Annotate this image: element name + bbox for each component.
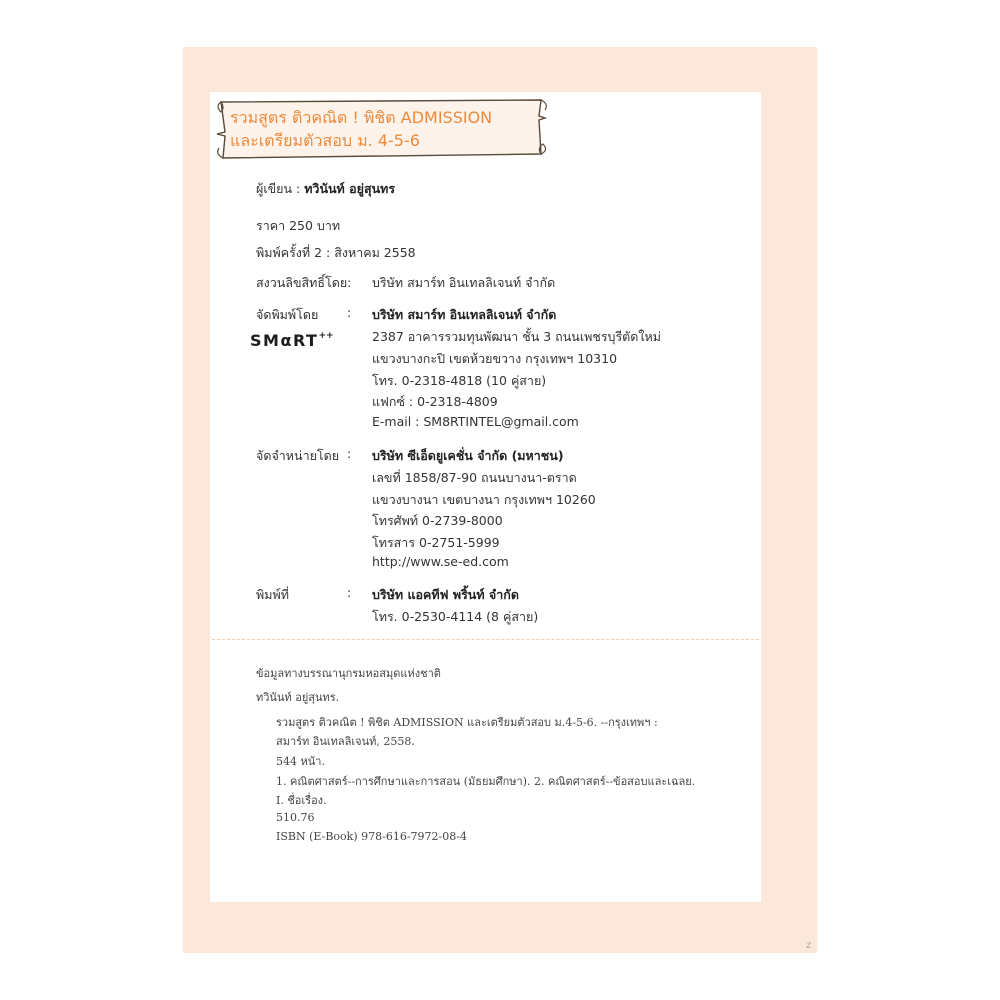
printer-label: พิมพ์ที่ — [256, 587, 289, 602]
cip-line-6: 510.76 — [276, 811, 315, 824]
publisher-address-1: 2387 อาคารรวมทุนพัฒนา ชั้น 3 ถนนเพชรบุรีตัดใหม่ — [372, 329, 661, 344]
distributor-address-1: เลขที่ 1858/87-90 ถนนบางนา-ตราด — [372, 470, 577, 485]
distributor-name: บริษัท ซีเอ็ดยูเคชั่น จำกัด (มหาชน) — [372, 448, 564, 463]
publisher-fax: แฟกซ์ : 0-2318-4809 — [372, 394, 498, 409]
smart-logo-text: SMαRT — [250, 331, 319, 350]
publisher-name: บริษัท สมาร์ท อินเทลลิเจนท์ จำกัด — [372, 307, 557, 322]
price: ราคา 250 บาท — [256, 218, 341, 233]
copyright-label: สงวนลิขสิทธิ์โดย: — [256, 275, 352, 290]
printer-name: บริษัท แอคทีฟ พริ้นท์ จำกัด — [372, 587, 519, 602]
distributor-website: http://www.se-ed.com — [372, 554, 509, 569]
distributor-fax: โทรสาร 0-2751-5999 — [372, 535, 500, 550]
smart-logo-sup: ++ — [318, 330, 334, 341]
cip-line-3: 544 หน้า. — [276, 755, 325, 768]
printer-phone: โทร. 0-2530-4114 (8 คู่สาย) — [372, 609, 539, 624]
cip-author: ทวินันท์ อยู่สุนทร. — [256, 691, 340, 704]
cip-line-5: I. ชื่อเรื่อง. — [276, 794, 327, 807]
publisher-colon: : — [347, 305, 352, 320]
distributor-phone: โทรศัพท์ 0-2739-8000 — [372, 513, 503, 528]
distributor-colon: : — [347, 446, 352, 461]
author-row — [256, 179, 395, 199]
cip-line-2: สมาร์ท อินเทลลิเจนท์, 2558. — [276, 735, 415, 748]
cip-line-4: 1. คณิตศาสตร์--การศึกษาและการสอน (มัธยมศึกษา). 2. คณิตศาสตร์--ข้อสอบและเฉลย. — [276, 775, 696, 788]
distributor-label: จัดจำหน่ายโดย — [256, 448, 340, 463]
distributor-address-2: แขวงบางนา เขตบางนา กรุงเทพฯ 10260 — [372, 492, 596, 507]
publisher-email: E-mail : SM8RTINTEL@gmail.com — [372, 414, 579, 429]
section-divider — [212, 639, 759, 640]
cip-heading: ข้อมูลทางบรรณานุกรมหอสมุดแห่งชาติ — [256, 667, 441, 680]
smart-logo — [250, 331, 334, 350]
printer-colon: : — [347, 585, 352, 600]
publisher-phone: โทร. 0-2318-4818 (10 คู่สาย) — [372, 373, 547, 388]
publisher-label: จัดพิมพ์โดย — [256, 307, 319, 322]
copyright-holder: บริษัท สมาร์ท อินเทลลิเจนท์ จำกัด — [372, 275, 556, 290]
cip-isbn: ISBN (E-Book) 978-616-7972-08-4 — [276, 830, 467, 843]
banner-title-line-1: รวมสูตร ติวคณิต ! พิชิต ADMISSION — [230, 108, 493, 127]
page-marker: z — [806, 940, 812, 951]
author-name: ทวินันท์ อยู่สุนทร — [304, 181, 396, 196]
title-banner — [215, 96, 555, 162]
banner-title-line-2: และเตรียมตัวสอบ ม. 4-5-6 — [230, 131, 420, 150]
author-label: ผู้เขียน : — [256, 181, 301, 196]
cip-line-1: รวมสูตร ติวคณิต ! พิชิต ADMISSION และเตรียมตัวสอบ ม.4-5-6. --กรุงเทพฯ : — [276, 716, 658, 729]
publisher-address-2: แขวงบางกะปิ เขตห้วยขวาง กรุงเทพฯ 10310 — [372, 351, 618, 366]
edition: พิมพ์ครั้งที่ 2 : สิงหาคม 2558 — [256, 245, 416, 260]
